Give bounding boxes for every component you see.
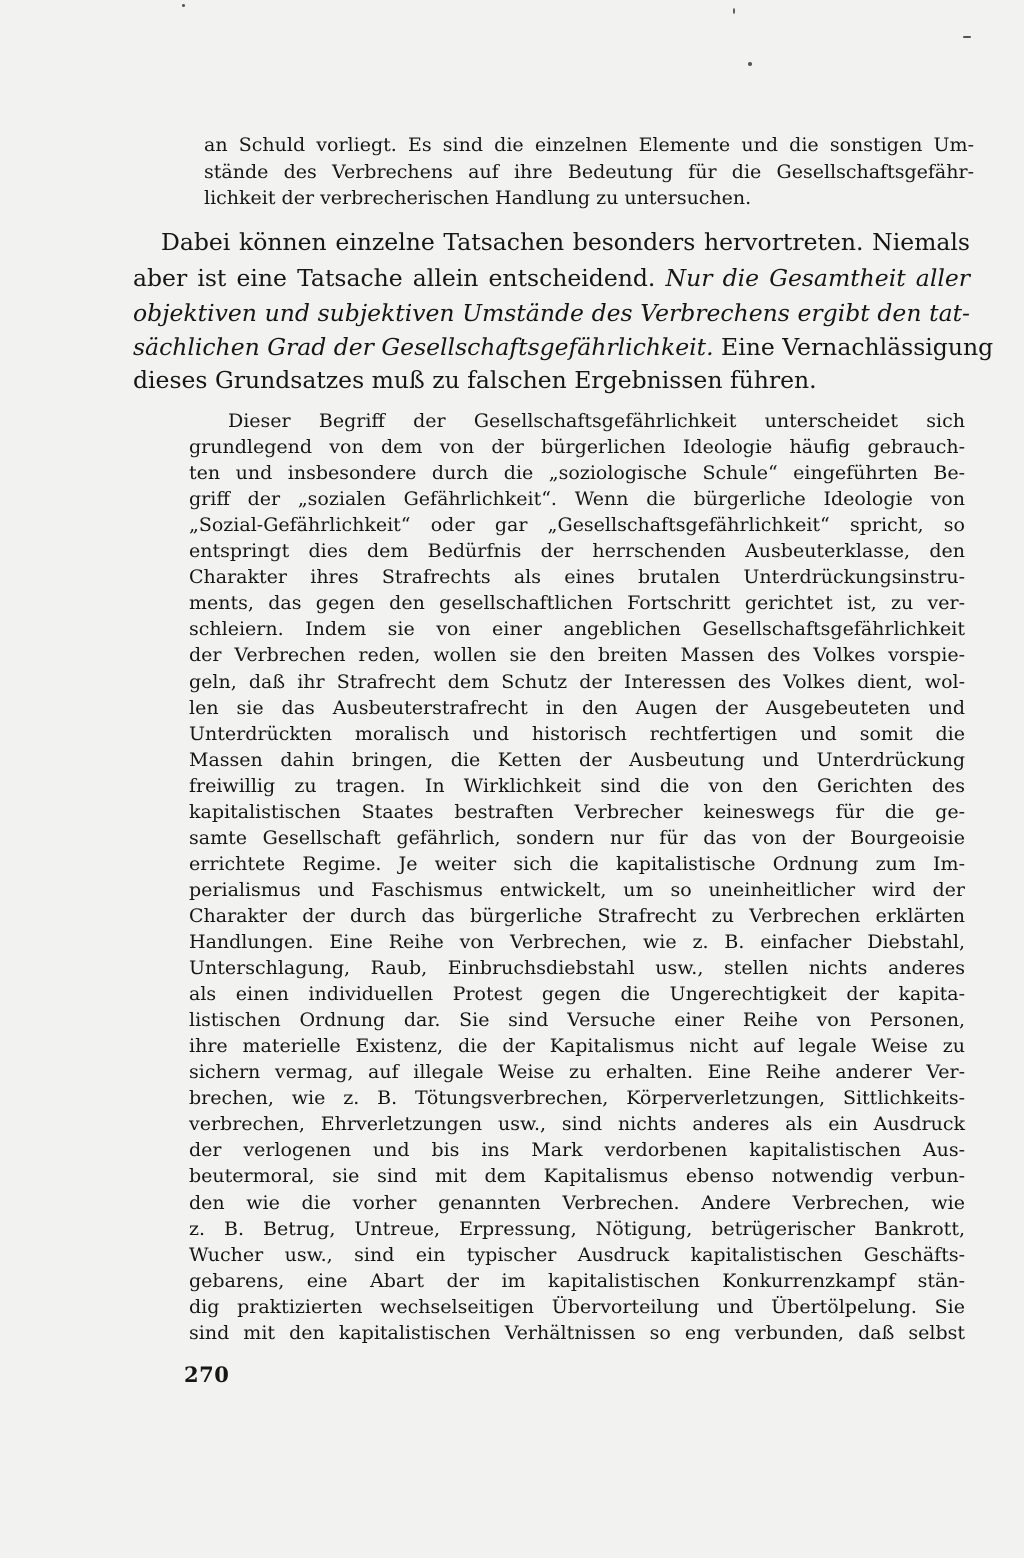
small-paragraph-line: Charakter der durch das bürgerliche Strafrecht zu Verbrechen erklärten [189,905,965,927]
small-paragraph-line: listischen Ordnung dar. Sie sind Versuche einer Reihe von Personen, [189,1009,965,1031]
small-paragraph-line: errichtete Regime. Je weiter sich die kapitalistische Ordnung zum Im- [189,853,965,875]
scan-speck [963,36,971,38]
scan-speck [182,4,185,7]
small-paragraph-line: der Verbrechen reden, wollen sie den breiten Massen des Volkes vorspie- [189,644,965,666]
continuation-line: stände des Verbrechens auf ihre Bedeutung für die Gesellschaftsgefähr- [204,161,974,183]
main-line: dieses Grundsatzes muß zu falschen Ergebnissen führen. [133,366,817,394]
small-paragraph-line: Handlungen. Eine Reihe von Verbrechen, wie z. B. einfacher Diebstahl, [189,931,965,953]
small-paragraph-line: gebarens, eine Abart der im kapitalistischen Konkurrenzkampf stän- [189,1270,965,1292]
small-paragraph-line: dig praktizierten wechselseitigen Übervorteilung und Übertölpelung. Sie [189,1296,965,1318]
small-paragraph-line: grundlegend von dem von der bürgerlichen Ideologie häufig gebrauch- [189,436,965,458]
small-paragraph-line: sind mit den kapitalistischen Verhältnissen so eng verbunden, daß selbst [189,1322,965,1344]
main-line-emphasis: objektiven und subjektiven Umstände des Verbrechens ergibt den tat- [133,299,970,327]
small-paragraph-line: den wie die vorher genannten Verbrechen. Andere Verbrechen, wie [189,1192,965,1214]
small-paragraph-line: Wucher usw., sind ein typischer Ausdruck kapitalistischen Geschäfts- [189,1244,965,1266]
small-paragraph-line: brechen, wie z. B. Tötungsverbrechen, Körperverletzungen, Sittlichkeits- [189,1087,965,1109]
small-paragraph-line: entspringt dies dem Bedürfnis der herrschenden Ausbeuterklasse, den [189,540,965,562]
small-paragraph-line: kapitalistischen Staates bestraften Verbrecher keineswegs für die ge- [189,801,965,823]
small-paragraph-line: als einen individuellen Protest gegen die Ungerechtigkeit der kapita- [189,983,965,1005]
small-paragraph-line: Unterdrückten moralisch und historisch rechtfertigen und somit die [189,723,965,745]
small-paragraph-line: len sie das Ausbeuterstrafrecht in den Augen der Ausgebeuteten und [189,697,965,719]
continuation-line: an Schuld vorliegt. Es sind die einzelnen Elemente und die sonstigen Um- [204,134,974,156]
small-paragraph-line: Charakter ihres Strafrechts als eines brutalen Unterdrückungsinstru- [189,566,965,588]
main-line-text: aber ist eine Tatsache allein entscheidend. [133,264,666,292]
small-paragraph-line: Unterschlagung, Raub, Einbruchsdiebstahl usw., stellen nichts anderes [189,957,965,979]
main-line-text: Eine Vernachlässigung [713,333,994,361]
main-line-emphasis: Nur die Gesamtheit aller [665,264,970,292]
main-line [133,262,970,294]
small-paragraph-line: z. B. Betrug, Untreue, Erpressung, Nötigung, betrügerischer Bankrott, [189,1218,965,1240]
small-paragraph-line: ten und insbesondere durch die „soziologische Schule“ eingeführten Be- [189,462,965,484]
scan-speck [733,8,735,14]
page-number: 270 [184,1362,230,1387]
small-paragraph-line: geln, daß ihr Strafrecht dem Schutz der Interessen des Volkes dient, wol- [189,671,965,693]
small-paragraph-line: beutermoral, sie sind mit dem Kapitalismus ebenso notwendig verbun- [189,1165,965,1187]
main-line: Dabei können einzelne Tatsachen besonders hervortreten. Niemals [161,228,970,256]
small-paragraph-line: Dieser Begriff der Gesellschaftsgefährlichkeit unterscheidet sich [228,410,965,432]
scan-speck [748,62,752,66]
small-paragraph-line: sichern vermag, auf illegale Weise zu erhalten. Eine Reihe anderer Ver- [189,1061,965,1083]
small-paragraph-line: freiwillig zu tragen. In Wirklichkeit sind die von den Gerichten des [189,775,965,797]
main-line-emphasis: sächlichen Grad der Gesellschaftsgefährlichkeit. [133,333,714,361]
small-paragraph-line: der verlogenen und bis ins Mark verdorbenen kapitalistischen Aus- [189,1139,965,1161]
small-paragraph-line: ments, das gegen den gesellschaftlichen Fortschritt gerichtet ist, zu ver- [189,592,965,614]
small-paragraph-line: ihre materielle Existenz, die der Kapitalismus nicht auf legale Weise zu [189,1035,965,1057]
main-line [133,331,994,363]
small-paragraph-line: perialismus und Faschismus entwickelt, um so uneinheitlicher wird der [189,879,965,901]
small-paragraph-line: Massen dahin bringen, die Ketten der Ausbeutung und Unterdrückung [189,749,965,771]
small-paragraph-line: schleiern. Indem sie von einer angeblichen Gesellschaftsgefährlichkeit [189,618,965,640]
continuation-line: lichkeit der verbrecherischen Handlung zu untersuchen. [204,187,752,209]
small-paragraph-line: samte Gesellschaft gefährlich, sondern nur für das von der Bourgeoisie [189,827,965,849]
small-paragraph-line: „Sozial-Gefährlichkeit“ oder gar „Gesellschaftsgefährlichkeit“ spricht, so [189,514,965,536]
small-paragraph-line: griff der „sozialen Gefährlichkeit“. Wenn die bürgerliche Ideologie von [189,488,965,510]
small-paragraph-line: verbrechen, Ehrverletzungen usw., sind nichts anderes als ein Ausdruck [189,1113,965,1135]
